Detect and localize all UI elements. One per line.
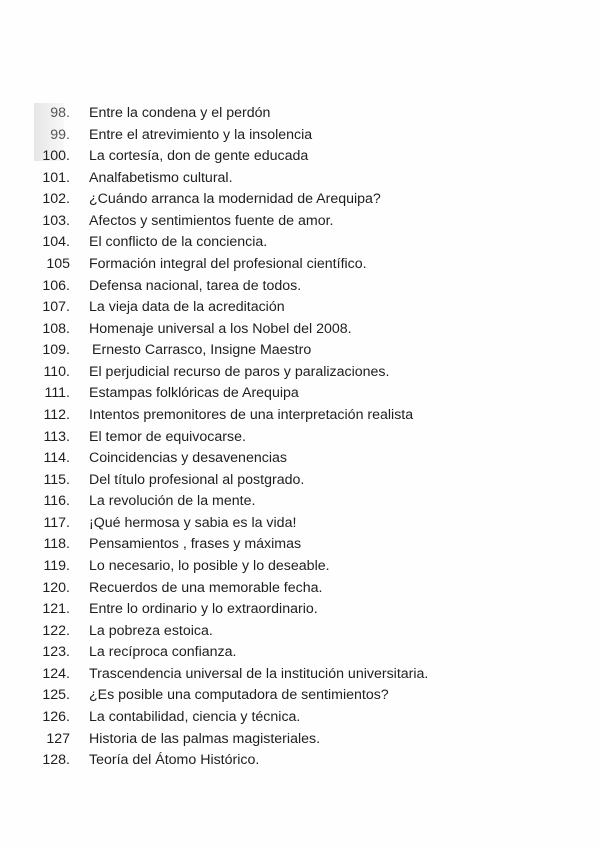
item-title: Del título profesional al postgrado. [89, 471, 305, 488]
item-title: La vieja data de la acreditación [89, 299, 285, 316]
item-number: 98. [50, 105, 70, 121]
item-title: Estampas folklóricas de Arequipa [89, 385, 299, 402]
item-title: Recuerdos de una memorable fecha. [89, 579, 323, 596]
item-number: 101. [42, 169, 70, 186]
item-number: 118. [43, 536, 70, 553]
item-number: 120. [42, 579, 70, 596]
item-number: 116. [43, 493, 70, 510]
item-title: ¿Es posible una computadora de sentimientos? [89, 687, 389, 704]
item-number: 112. [43, 406, 70, 423]
item-title: Coincidencias y desavenencias [89, 450, 287, 467]
item-number: 115. [43, 471, 70, 488]
item-number: 121. [42, 601, 70, 618]
item-number: 114. [43, 450, 70, 467]
item-number: 110. [43, 363, 70, 380]
item-number: 124. [42, 665, 70, 682]
item-number: 104. [42, 234, 70, 251]
item-number: 105 [46, 255, 70, 272]
item-title: Entre lo ordinario y lo extraordinario. [89, 601, 318, 618]
item-title: La cortesía, don de gente educada [89, 148, 309, 165]
item-title: Lo necesario, lo posible y lo deseable. [89, 557, 330, 574]
item-title: La contabilidad, ciencia y técnica. [89, 708, 301, 725]
item-title: Homenaje universal a los Nobel del 2008. [89, 320, 352, 337]
item-number: 108. [42, 320, 70, 337]
item-number: 117. [43, 514, 70, 531]
item-title: Ernesto Carrasco, Insigne Maestro [92, 342, 312, 359]
item-number: 119. [43, 557, 70, 574]
item-title: ¡Qué hermosa y sabia es la vida! [89, 514, 297, 531]
item-number: 103. [42, 212, 70, 229]
item-number: 111. [44, 385, 70, 402]
item-number: 106. [42, 277, 70, 294]
item-number: 99. [50, 126, 70, 143]
item-title: Afectos y sentimientos fuente de amor. [89, 212, 334, 229]
item-number: 125. [42, 687, 70, 704]
item-number: 102. [42, 191, 70, 208]
item-number: 113. [43, 428, 70, 445]
item-title: El temor de equivocarse. [89, 428, 246, 445]
item-number: 123. [42, 644, 70, 661]
item-number: 109. [42, 342, 70, 359]
item-title: Entre la condena y el perdón [89, 105, 271, 121]
item-number: 107. [42, 299, 70, 316]
item-title: Entre el atrevimiento y la insolencia [89, 126, 313, 143]
item-title: La pobreza estoica. [89, 622, 213, 639]
item-title: Intentos premonitores de una interpretación realista [89, 406, 414, 423]
item-number: 126. [42, 708, 70, 725]
item-number: 128. [42, 752, 70, 769]
item-title: Trascendencia universal de la institución universitaria. [89, 665, 429, 682]
item-title: La recíproca confianza. [89, 644, 237, 661]
item-title: ¿Cuándo arranca la modernidad de Arequipa? [89, 191, 381, 208]
item-title: La revolución de la mente. [89, 493, 256, 510]
item-number: 122. [42, 622, 70, 639]
item-title: El perjudicial recurso de paros y paralizaciones. [89, 363, 390, 380]
item-number: 100. [42, 148, 70, 165]
item-title: Historia de las palmas magisteriales. [89, 730, 321, 747]
item-title: Teoría del Átomo Histórico. [89, 752, 260, 769]
item-title: Defensa nacional, tarea de todos. [89, 277, 302, 294]
item-title: El conflicto de la conciencia. [89, 234, 268, 251]
item-title: Analfabetismo cultural. [89, 169, 233, 186]
item-title: Formación integral del profesional científico. [89, 255, 367, 272]
item-title: Pensamientos , frases y máximas [89, 536, 302, 553]
item-number: 127 [46, 730, 70, 747]
